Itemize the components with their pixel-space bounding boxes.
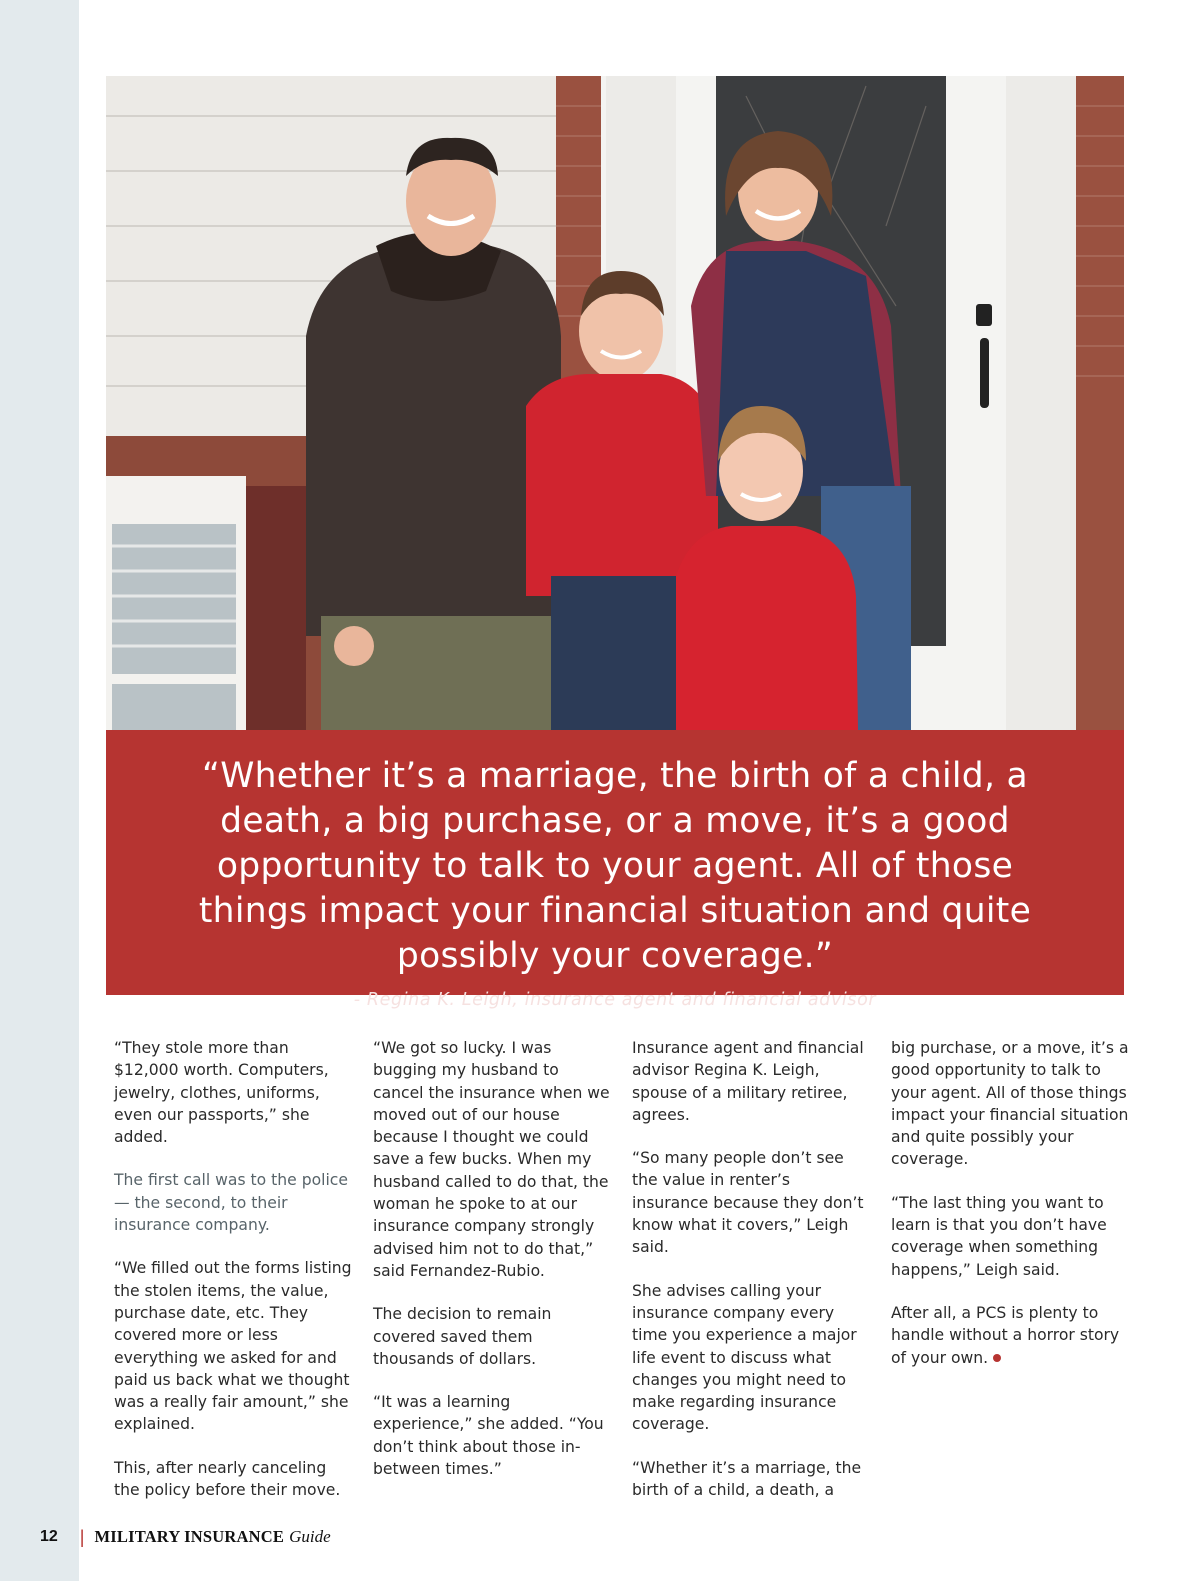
publication-title: MILITARY INSURANCE [94,1527,285,1546]
article-column-2 [373,1037,611,1501]
paragraph-final [891,1302,1129,1369]
pull-quote-box [106,730,1124,1010]
paragraph: “It was a learning experience,” she added. “You don’t think about those in-between times.” [373,1393,604,1479]
paragraph: “Whether it’s a marriage, the birth of a child, a death, a [632,1458,862,1500]
paragraph: The decision to remain covered saved them thousands of dollars. [373,1305,552,1368]
paragraph: “So many people don’t see the value in renter’s insurance because they don’t know what it covers,” Leigh said. [632,1149,864,1257]
pull-quote-attribution: - Regina K. Leigh, insurance agent and financial advisor [353,990,877,1010]
paragraph: Insurance agent and financial advisor Regina K. Leigh, spouse of a military retiree, agrees. [632,1039,864,1124]
page-footer [40,1525,331,1549]
paragraph: “We got so lucky. I was bugging my husband to cancel the insurance when we moved out of our house because I thought we could save a few bucks. When my husband called to do that, the woman he spoke to at our insurance company strongly advised him not to do that,” said Fernandez-Rubio. [373,1039,610,1280]
pull-quote-text: “Whether it’s a marriage, the birth of a child, a death, a big purchase, or a move, it’s a good opportunity to talk to your agent. All of those things impact your financial situation and quite possibly your coverage.” [198,756,1032,976]
paragraph: “They stole more than $12,000 worth. Computers, jewelry, clothes, uniforms, even our passports,” she added. [114,1039,329,1147]
page-number: 12 [40,1528,58,1545]
article-column-3 [632,1037,870,1522]
paragraph: big purchase, or a move, it’s a good opportunity to talk to your agent. All of those things impact your financial situation and quite possibly your coverage. [891,1039,1129,1169]
family-photo [106,76,1124,730]
publication-subtitle: Guide [289,1527,331,1546]
footer-separator: | [79,1526,85,1547]
paragraph: This, after nearly canceling the policy before their move. [114,1458,341,1500]
paragraph: She advises calling your insurance company every time you experience a major life event to discuss what changes you might need to make regarding insurance coverage. [632,1281,857,1434]
paragraph: The first call was to the police — the second, to their insurance company. [114,1171,348,1235]
article-column-1 [114,1037,352,1522]
article-body [114,1037,1129,1500]
family-photo-illustration [106,76,1124,730]
paragraph: “The last thing you want to learn is that you don’t have coverage when something happens,” Leigh said. [891,1193,1107,1279]
final-paragraph-text: After all, a PCS is plenty to handle without a horror story of your own. [891,1303,1120,1367]
end-mark-icon [993,1354,1001,1362]
article-column-4 [891,1037,1129,1390]
side-margin-bar [0,0,79,1581]
paragraph: “We filled out the forms listing the stolen items, the value, purchase date, etc. They covered more or less everything we asked for and paid us back what we thought was a really fair amount,” she explained. [114,1259,352,1434]
